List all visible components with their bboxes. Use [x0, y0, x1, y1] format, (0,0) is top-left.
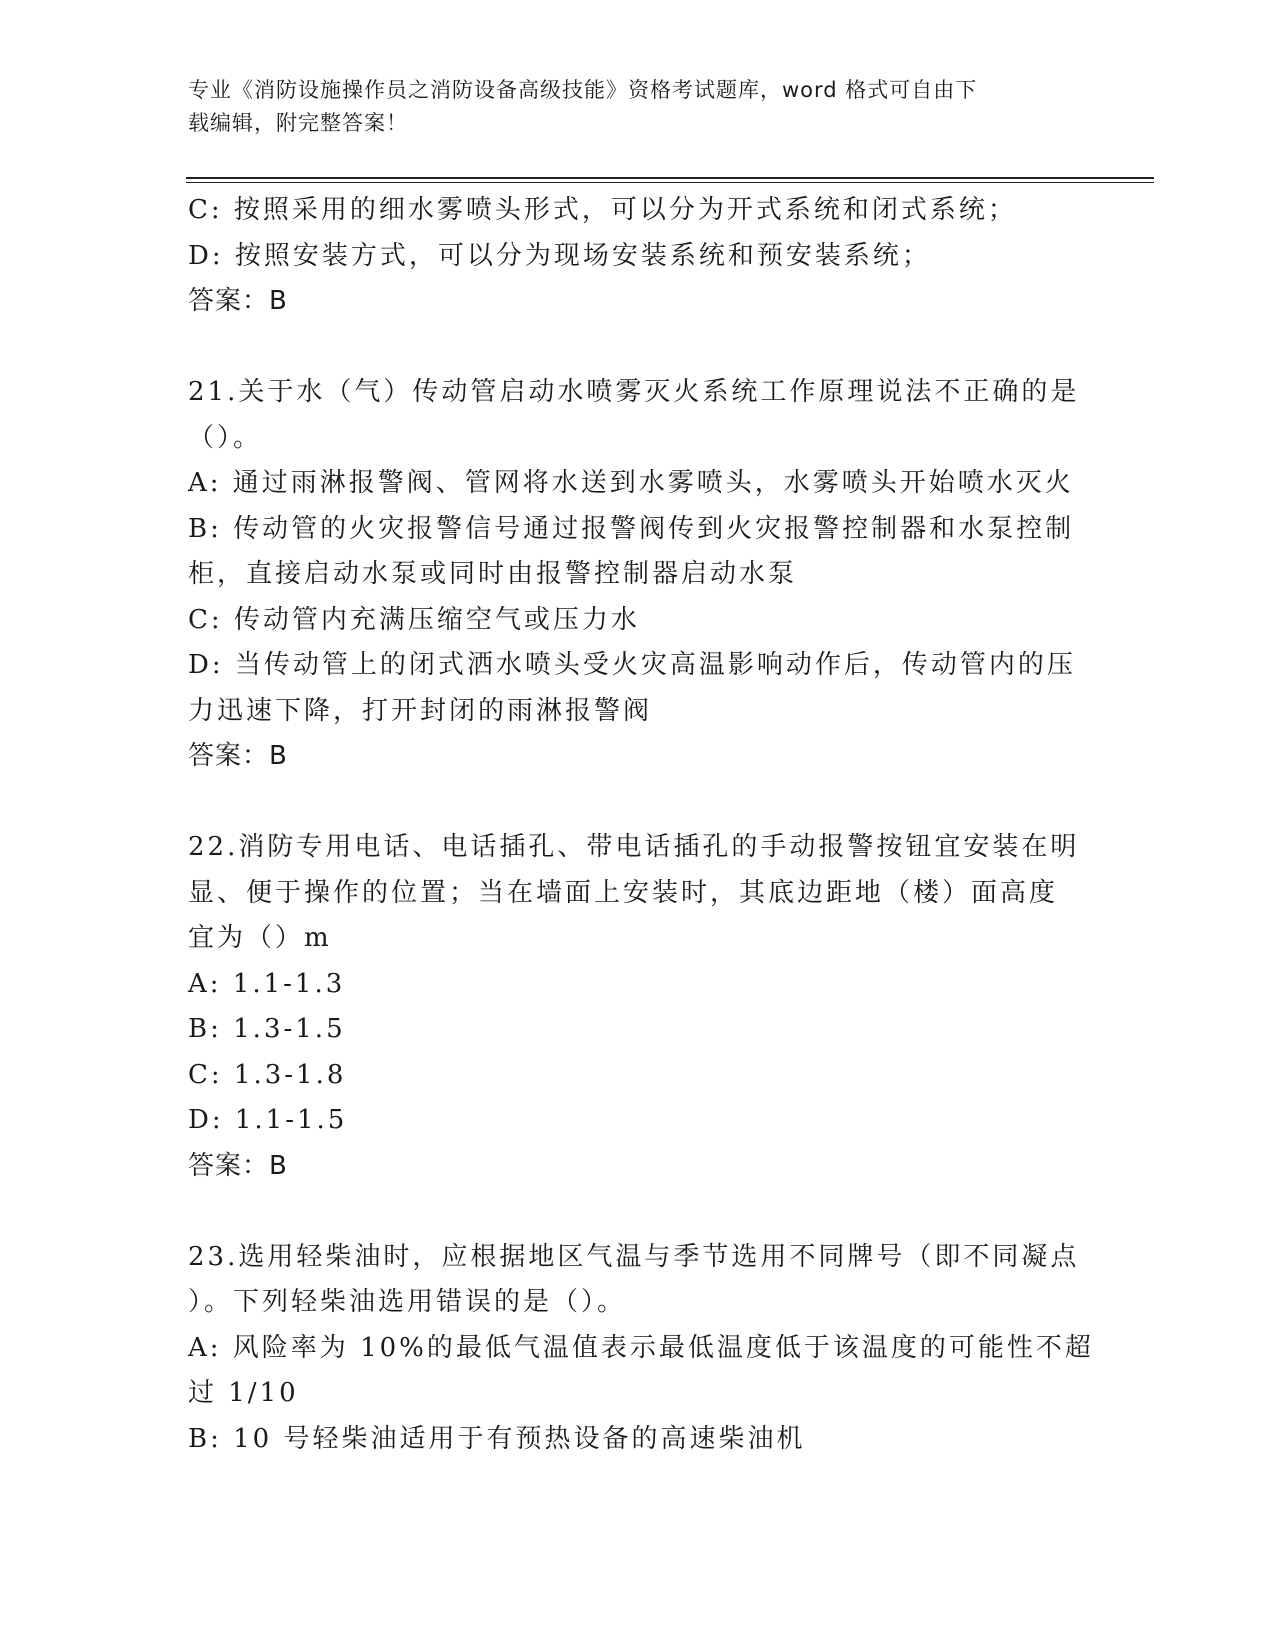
- spacer: [188, 325, 1078, 371]
- option-c: C: 1.3-1.8: [188, 1059, 347, 1090]
- option-a: A: 通过雨淋报警阀、管网将水送到水雾喷头，水雾喷头开始喷水灭火: [188, 468, 1074, 498]
- question-stem: 显、便于操作的位置；当在墙面上安装时，其底边距地（楼）面高度: [188, 877, 1059, 908]
- option-c: C: 按照采用的细水雾喷头形式，可以分为开式系统和闭式系统；: [188, 195, 1017, 225]
- answer: 答案：B: [188, 741, 288, 771]
- question-stem: 23.选用轻柴油时，应根据地区气温与季节选用不同牌号（即不同凝点: [188, 1241, 1080, 1272]
- option-d: D: 按照安装方式，可以分为现场安装系统和预安装系统；: [188, 240, 931, 271]
- option-a: A: 1.1-1.3: [188, 968, 346, 999]
- question-20-tail: [188, 188, 1078, 325]
- option-c: C: 传动管内充满压缩空气或压力水: [188, 604, 640, 635]
- header-line-1: 专业《消防设施操作员之消防设备高级技能》资格考试题库，word 格式可自由下: [188, 78, 978, 102]
- question-stem: ）。下列轻柴油选用错误的是（）。: [188, 1287, 627, 1317]
- document-header: [188, 74, 1068, 140]
- question-23: [188, 1235, 1094, 1463]
- question-stem: 22.消防专用电话、电话插孔、带电话插孔的手动报警按钮宜安装在明: [188, 832, 1080, 862]
- header-divider-thin: [186, 182, 1154, 183]
- header-line-2: 载编辑，附完整答案！: [188, 111, 408, 135]
- option-b: B: 10 号轻柴油适用于有预热设备的高速柴油机: [188, 1423, 806, 1454]
- question-22: [188, 825, 1078, 1189]
- answer: 答案：B: [188, 1150, 288, 1181]
- question-stem: 宜为（）m: [188, 923, 332, 953]
- question-stem: 21.关于水（气）传动管启动水喷雾灭火系统工作原理说法不正确的是: [188, 377, 1080, 407]
- answer: 答案：B: [188, 286, 288, 316]
- option-d: D: 1.1-1.5: [188, 1105, 348, 1135]
- question-stem: （）。: [188, 422, 263, 453]
- option-b: B: 传动管的火灾报警信号通过报警阀传到火灾报警控制器和水泵控制: [188, 513, 1075, 544]
- spacer: [188, 780, 1078, 826]
- question-list: [188, 188, 1094, 1462]
- header-divider-thick: [186, 177, 1154, 179]
- spacer: [188, 1189, 1078, 1235]
- option-d-cont: 力迅速下降，打开封闭的雨淋报警阀: [188, 695, 653, 726]
- option-a-cont: 过 1/10: [188, 1378, 299, 1408]
- option-b-cont: 柜，直接启动水泵或同时由报警控制器启动水泵: [188, 559, 798, 589]
- question-21: [188, 370, 1078, 780]
- option-b: B: 1.3-1.5: [188, 1014, 346, 1044]
- option-d: D: 当传动管上的闭式洒水喷头受火灾高温影响动作后，传动管内的压: [188, 650, 1076, 680]
- option-a: A: 风险率为 10%的最低气温值表示最低温度低于该温度的可能性不超: [188, 1332, 1094, 1363]
